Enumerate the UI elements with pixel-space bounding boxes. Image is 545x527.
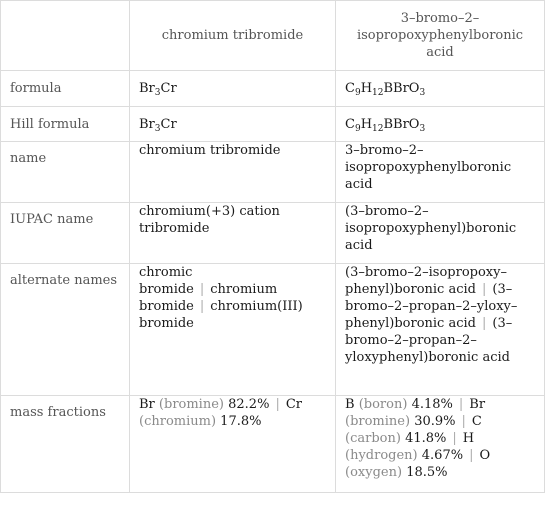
alt-name: (3–bromo–2–propan–2–yloxyphenyl)boronic acid xyxy=(345,316,513,365)
separator: | xyxy=(199,282,205,297)
element-name: (bromine) xyxy=(158,397,224,412)
row-mass-fractions xyxy=(1,396,545,493)
element-symbol: C xyxy=(471,414,482,429)
element-symbol: B xyxy=(345,397,355,412)
separator: | xyxy=(458,397,464,412)
alt-name: chromium bromide xyxy=(139,282,278,314)
column-header-1: chromium tribromide xyxy=(130,1,336,71)
alt-names-col1 xyxy=(130,264,336,396)
mass-percent: 18.5% xyxy=(406,465,448,480)
mass-percent: 4.67% xyxy=(421,448,464,463)
iupac-col2: (3–bromo–2–isopropoxyphenyl)boronic acid xyxy=(336,203,545,264)
separator: | xyxy=(469,448,474,463)
header-row xyxy=(1,1,545,71)
separator: | xyxy=(481,316,487,331)
separator: | xyxy=(461,414,466,429)
element-name: (boron) xyxy=(358,397,408,412)
element-name: (carbon) xyxy=(345,431,401,446)
name-col1: chromium tribromide xyxy=(130,142,336,203)
element-symbol: Br xyxy=(139,397,155,412)
row-label-hill-formula: Hill formula xyxy=(1,107,130,142)
row-hill-formula xyxy=(1,107,545,142)
formula-col2: $C_9H_{12}BBrO_3$ xyxy=(336,71,545,107)
alt-name: chromic bromide xyxy=(139,265,194,297)
mass-col1 xyxy=(130,396,336,493)
mass-percent: 4.18% xyxy=(411,397,453,412)
row-label-alternate-names: alternate names xyxy=(1,264,130,396)
separator: | xyxy=(452,431,457,446)
formula-col1: $Br_3Cr$ xyxy=(130,71,336,107)
alt-name: (3–bromo–2–isopropoxy–phenyl)boronic acid xyxy=(345,265,507,297)
iupac-col1: chromium(+3) cation tribromide xyxy=(130,203,336,264)
mass-percent: 41.8% xyxy=(405,431,447,446)
element-name: (chromium) xyxy=(139,414,217,429)
element-symbol: Cr xyxy=(285,397,302,412)
row-label-name: name xyxy=(1,142,130,203)
row-formula xyxy=(1,71,545,107)
mass-col2 xyxy=(336,396,545,493)
element-name: (oxygen) xyxy=(345,465,403,480)
row-iupac-name xyxy=(1,203,545,264)
row-label-mass-fractions: mass fractions xyxy=(1,396,130,493)
element-name: (bromine) xyxy=(345,414,411,429)
name-col2: 3–bromo–2–isopropoxyphenylboronic acid xyxy=(336,142,545,203)
separator: | xyxy=(481,282,487,297)
row-alternate-names xyxy=(1,264,545,396)
hill-col1: $Br_3Cr$ xyxy=(130,107,336,142)
separator: | xyxy=(275,397,280,412)
row-label-formula: formula xyxy=(1,71,130,107)
mass-percent: 30.9% xyxy=(414,414,456,429)
alt-name: chromium(III) bromide xyxy=(139,299,303,331)
separator: | xyxy=(199,299,205,314)
corner-cell xyxy=(1,1,130,71)
row-name xyxy=(1,142,545,203)
element-symbol: Br xyxy=(469,397,486,412)
hill-col2: $C_9H_{12}BBrO_3$ xyxy=(336,107,545,142)
element-symbol: O xyxy=(479,448,491,463)
alt-names-col2 xyxy=(336,264,545,396)
element-name: (hydrogen) xyxy=(345,448,418,463)
mass-percent: 82.2% xyxy=(228,397,270,412)
column-header-2: 3–bromo–2–isopropoxyphenylboronic acid xyxy=(336,1,545,71)
element-symbol: H xyxy=(462,431,475,446)
mass-percent: 17.8% xyxy=(220,414,262,429)
row-label-iupac-name: IUPAC name xyxy=(1,203,130,264)
alt-name: (3–bromo–2–propan–2–yloxy–phenyl)boronic acid xyxy=(345,282,518,331)
